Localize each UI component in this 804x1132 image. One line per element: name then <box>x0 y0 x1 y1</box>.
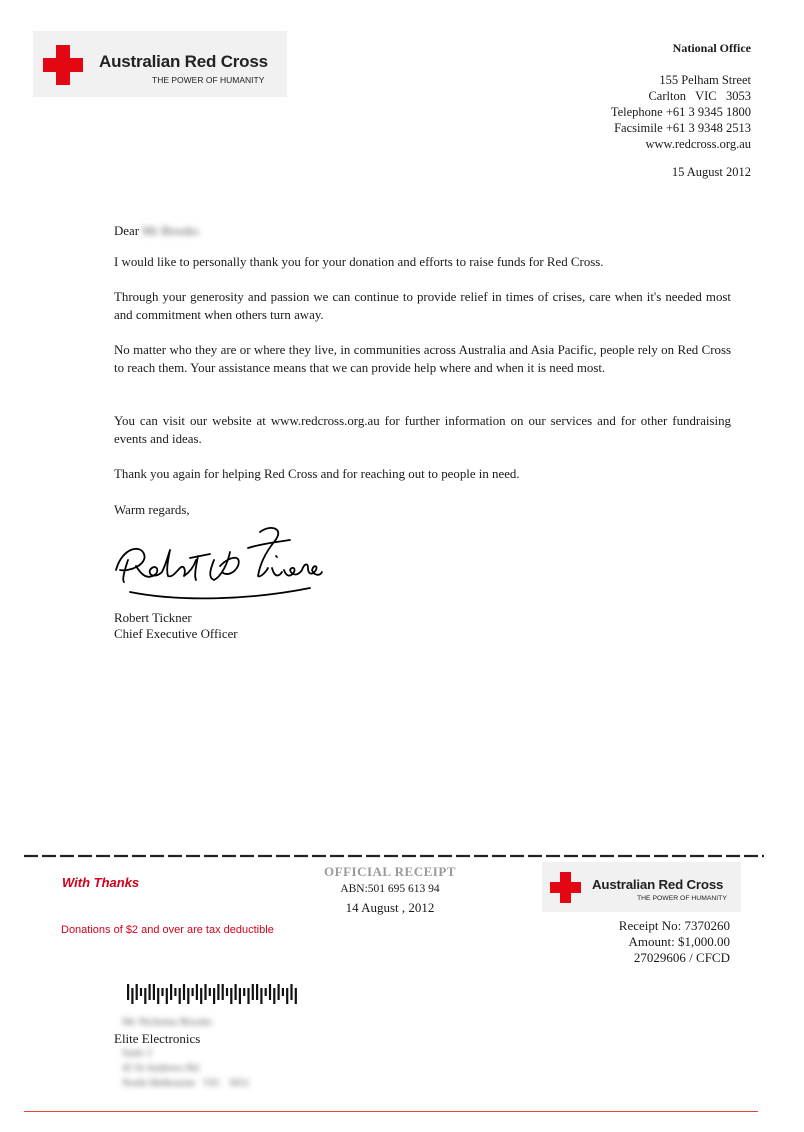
barcode-bar <box>256 984 258 1000</box>
barcode-bar <box>166 988 168 1004</box>
recipient-company: Elite Electronics <box>114 1031 201 1046</box>
letter-paragraph: I would like to personally thank you for your donation and efforts to raise funds for Red Cross. <box>114 255 604 269</box>
barcode-bar <box>131 988 133 1004</box>
barcode-bar <box>144 988 146 1004</box>
receipt-date: 14 August , 2012 <box>345 900 435 915</box>
recipient-address-redacted: North Melbourne VIC 3051 <box>122 1078 250 1089</box>
receipt-number: Receipt No: 7370260 <box>618 918 730 933</box>
barcode-bar <box>192 988 194 996</box>
logo-name: Australian Red Cross <box>99 52 268 71</box>
signature <box>110 520 325 610</box>
letter-date: 15 August 2012 <box>671 165 751 179</box>
barcode-bar <box>282 988 284 996</box>
barcode-bar <box>278 984 280 1000</box>
salutation-word: Dear <box>114 224 140 238</box>
recipient-address-redacted: 45 St Andrews Rd <box>122 1063 199 1074</box>
receipt-title: OFFICIAL RECEIPT <box>324 864 456 879</box>
barcode-bar <box>235 984 237 1000</box>
receipt-reference: 27029606 / CFCD <box>633 950 730 965</box>
barcode-bar <box>247 988 249 1004</box>
receipt-abn: ABN:501 695 613 94 <box>340 883 440 895</box>
barcode-bar <box>204 984 206 1000</box>
logo-tagline: THE POWER OF HUMANITY <box>152 75 265 85</box>
signature-icon <box>110 520 325 610</box>
barcode-bar <box>290 984 292 1000</box>
barcode-bar <box>161 988 163 996</box>
office-phone: Telephone +61 3 9345 1800 <box>610 105 751 119</box>
barcode-bar <box>230 988 232 1004</box>
office-address-line: Carlton VIC 3053 <box>648 89 751 103</box>
recipient-name-redacted: Mr Brooks <box>142 224 199 238</box>
barcode-bar <box>252 984 254 1000</box>
barcode-bar <box>140 988 142 996</box>
closing: Warm regards, <box>114 503 190 517</box>
barcode-bar <box>127 984 129 1000</box>
barcode-bar <box>187 988 189 1004</box>
letter-paragraph: Through your generosity and passion we can continue to provide relief in times of crises, care when it's needed most and commitment when others turn away. <box>114 290 731 322</box>
barcode-bar <box>157 988 159 1004</box>
barcode-bar <box>269 984 271 1000</box>
recipient-address-redacted: Suite 3 <box>122 1048 152 1059</box>
logo-name: Australian Red Cross <box>592 877 724 892</box>
barcode-bar <box>226 988 228 996</box>
barcode-bar <box>217 984 219 1000</box>
office-fax: Facsimile +61 3 9348 2513 <box>614 121 751 135</box>
with-thanks-text: With Thanks <box>62 875 140 890</box>
salutation <box>114 223 731 241</box>
letter-paragraph: No matter who they are or where they live, in communities across Australia and Asia Pacific, people rely on Red Cross to reach them. Your assistance means that we can provide help where and when it is need most. <box>114 343 731 375</box>
office-website: www.redcross.org.au <box>645 137 751 151</box>
barcode-bar <box>286 988 288 1004</box>
receipt-red-cross-logo <box>542 862 741 912</box>
letter-paragraph: You can visit our website at www.redcross.org.au for further information on our services and for other fundraising events and ideas. <box>114 414 731 446</box>
tax-deductible-note: Donations of $2 and over are tax deductible <box>61 924 274 936</box>
bottom-rule <box>24 1111 758 1112</box>
office-title: National Office <box>672 41 751 55</box>
barcode-bar <box>174 988 176 996</box>
barcode-bar <box>183 984 185 1000</box>
office-address-line: 155 Pelham Street <box>659 73 751 87</box>
letter-paragraph: Thank you again for helping Red Cross and for reaching out to people in need. <box>114 467 520 481</box>
barcode-bar <box>265 988 267 996</box>
postal-barcode <box>127 984 299 1004</box>
barcode-bar <box>222 984 224 1000</box>
barcode-bar <box>209 988 211 996</box>
barcode-bar <box>149 984 151 1000</box>
signer-name: Robert Tickner <box>114 611 192 625</box>
barcode-bar <box>239 988 241 1004</box>
logo-tagline: THE POWER OF HUMANITY <box>637 895 727 902</box>
barcode-bar <box>273 988 275 1004</box>
barcode-bar <box>170 984 172 1000</box>
barcode-bar <box>179 988 181 1004</box>
barcode-bar <box>260 988 262 1004</box>
signer-title: Chief Executive Officer <box>114 627 238 641</box>
barcode-bar <box>295 988 297 1004</box>
barcode-bar <box>153 984 155 1000</box>
receipt-amount: Amount: $1,000.00 <box>628 934 730 949</box>
barcode-bar <box>196 984 198 1000</box>
red-cross-logo <box>33 31 287 97</box>
barcode-bar <box>200 988 202 1004</box>
barcode-bar <box>136 984 138 1000</box>
tear-off-line <box>24 851 764 861</box>
barcode-bar <box>243 988 245 996</box>
barcode-bar <box>213 988 215 1004</box>
recipient-name-redacted: Mr Nicholas Brooks <box>122 1016 212 1028</box>
